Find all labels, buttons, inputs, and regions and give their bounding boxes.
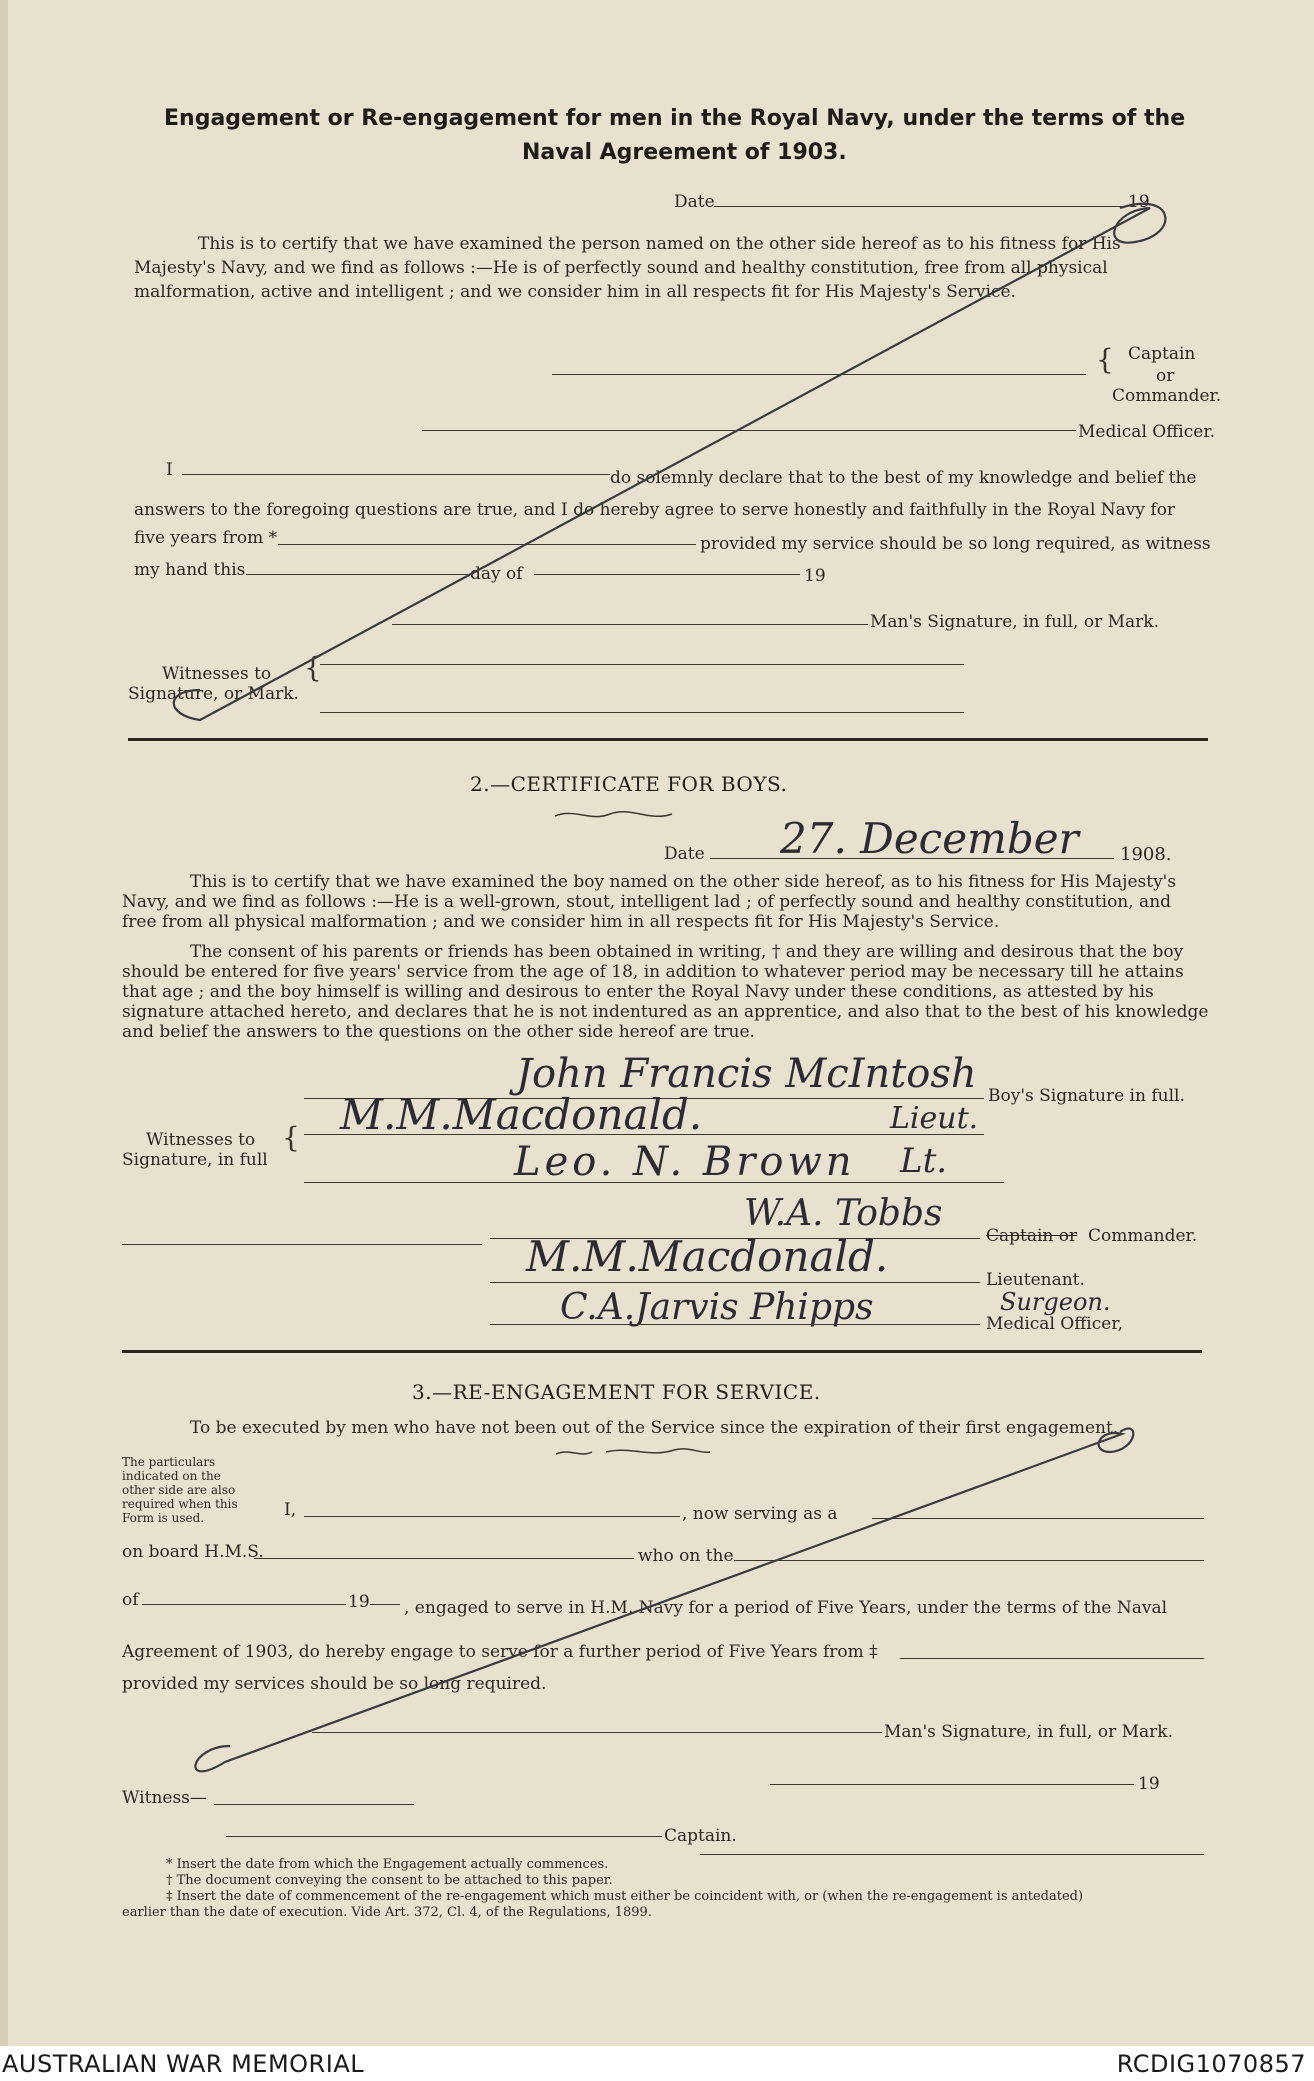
institution-label: AUSTRALIAN WAR MEMORIAL	[2, 2050, 365, 2078]
or-label: or	[1156, 366, 1175, 386]
section3-cancel-stroke	[195, 1428, 1133, 1771]
footnote-2: † The document conveying the consent to be attached to this paper.	[166, 1873, 613, 1888]
lieutenant-signature: M.M.Macdonald.	[526, 1232, 889, 1281]
year-19-label-3: 19	[348, 1592, 370, 1612]
five-years-from: five years from *	[134, 528, 278, 548]
certify-line-3: malformation, active and intelligent ; and we consider him in all respects fit for His Majesty's Service.	[134, 282, 1016, 302]
consent-line-1: The consent of his parents or friends has been obtained in writing, † and they are willing and desirous that the boy	[190, 942, 1184, 962]
declare-line-1: do solemnly declare that to the best of my knowledge and belief the	[610, 468, 1197, 488]
commander-label-2: Commander.	[1088, 1226, 1198, 1246]
captain-label: Captain	[1128, 344, 1196, 364]
section2-heading: 2.—CERTIFICATE FOR BOYS.	[470, 772, 788, 796]
medical-officer-signature: C.A.Jarvis Phipps	[560, 1287, 874, 1328]
medical-officer-label-2: Medical Officer,	[986, 1314, 1123, 1334]
consent-line-2: should be entered for five years' service from the age of 18, in addition to whatever period may be necessary till he attains	[122, 962, 1184, 982]
section1-cancel-stroke	[174, 204, 1166, 720]
year-19-label: 19	[804, 566, 826, 586]
medical-officer-label: Medical Officer.	[1078, 422, 1215, 442]
certify-line-2: Majesty's Navy, and we find as follows :—He is of perfectly sound and healthy constitution, free from all physical	[134, 258, 1108, 278]
witness-brace: {	[304, 651, 322, 684]
consent-line-3: that age ; and the boy himself is willing and desirous to enter the Royal Navy under these conditions, as attested by his	[122, 982, 1154, 1002]
provided-text-3: provided my services should be so long required.	[122, 1674, 547, 1694]
day-of-label: day of	[470, 564, 523, 584]
surgeon-handwritten: Surgeon.	[1000, 1288, 1111, 1316]
lieutenant-label: Lieutenant.	[986, 1270, 1085, 1290]
witness-brace-2: {	[282, 1121, 300, 1154]
witness2-signature: Leo. N. Brown	[514, 1139, 856, 1185]
footnote-1: * Insert the date from which the Engagement actually commences.	[166, 1857, 609, 1872]
who-on-the-text: who on the	[638, 1546, 734, 1566]
consent-line-5: and belief the answers to the questions on the other side hereof are true.	[122, 1022, 755, 1042]
witnesses-to-label: Witnesses to	[162, 664, 272, 684]
heading-ornament-3	[556, 1449, 710, 1454]
witness-label-3: Witness—	[122, 1788, 207, 1808]
year-handwritten: 1908.	[1120, 844, 1172, 865]
date-label: Date	[674, 192, 715, 212]
footnote-3: ‡ Insert the date of commencement of the re-engagement which must either be coincident with, or (when the re-engagement is antedated)	[166, 1889, 1084, 1904]
heading-ornament-2	[555, 812, 672, 817]
boys-signature-label: Boy's Signature in full.	[988, 1086, 1185, 1106]
my-hand-label: my hand this	[134, 560, 246, 580]
to-be-executed-text: To be executed by men who have not been out of the Service since the expiration of their first engagement.	[190, 1418, 1119, 1438]
on-board-label: on board H.M.S.	[122, 1542, 264, 1562]
boys-certify-line-1: This is to certify that we have examined the boy named on the other side hereof, as to his fitness for His Majesty's	[190, 872, 1177, 892]
year-19-label-3b: 19	[1138, 1774, 1160, 1794]
now-serving-text: , now serving as a	[682, 1504, 838, 1524]
captain-or-struck: Captain or	[986, 1226, 1078, 1246]
form-title-line1: Engagement or Re-engagement for men in the Royal Navy, under the terms of the	[164, 106, 1186, 131]
declare-line-2: answers to the foregoing questions are true, and I do hereby agree to serve honestly and faithfully in the Royal Navy for	[134, 500, 1176, 520]
note-line-5: Form is used.	[122, 1511, 205, 1525]
engaged-text: , engaged to serve in H.M. Navy for a period of Five Years, under the terms of the Naval	[404, 1598, 1168, 1618]
signature-in-full-label: Signature, in full	[122, 1150, 268, 1170]
witnesses-to-label-2: Witnesses to	[146, 1130, 256, 1150]
consent-line-4: signature attached hereto, and declares that he is not indentured as an apprentice, and also that to the best of his knowledge	[122, 1002, 1209, 1022]
boys-certify-line-2: Navy, and we find as follows :—He is a well-grown, stout, intelligent lad ; of perfectly sound and healthy constitution, and	[122, 892, 1172, 912]
footnote-4: earlier than the date of execution. Vide Art. 372, Cl. 4, of the Regulations, 1899.	[122, 1905, 652, 1920]
commander-signature: W.A. Tobbs	[744, 1193, 943, 1234]
witness2-rank: Lt.	[900, 1141, 948, 1181]
i-label: I	[166, 460, 173, 480]
certify-line-1: This is to certify that we have examined the person named on the other side hereof as to his fitness for His	[198, 234, 1121, 254]
section3-heading: 3.—RE-ENGAGEMENT FOR SERVICE.	[412, 1380, 821, 1404]
date-label-2: Date	[664, 844, 705, 864]
note-line-3: other side are also	[122, 1483, 236, 1497]
i-label-3: I,	[284, 1500, 297, 1520]
note-line-4: required when this	[122, 1497, 238, 1511]
archive-footer	[0, 2046, 1314, 2081]
signature-or-mark-label: Signature, or Mark.	[128, 684, 299, 704]
commander-label: Commander.	[1112, 386, 1222, 406]
brace: {	[1096, 343, 1114, 376]
witness1-signature: M.M.Macdonald.	[340, 1090, 703, 1139]
year-prefix: 19	[1128, 192, 1150, 212]
of-label: of	[122, 1590, 139, 1610]
boy-signature-handwritten: John Francis McIntosh	[516, 1051, 977, 1097]
captain-label-3: Captain.	[664, 1826, 737, 1846]
note-line-1: The particulars	[122, 1455, 216, 1469]
mans-signature-label: Man's Signature, in full, or Mark.	[870, 612, 1159, 632]
agreement-text: Agreement of 1903, do hereby engage to serve for a further period of Five Years from ‡	[122, 1642, 878, 1662]
record-id-label: RCDIG1070857	[1116, 2050, 1306, 2078]
date-handwritten: 27. December	[780, 814, 1079, 863]
provided-text: provided my service should be so long required, as witness	[700, 534, 1211, 554]
mans-signature-label-3: Man's Signature, in full, or Mark.	[884, 1722, 1173, 1742]
boys-certify-line-3: free from all physical malformation ; and we consider him in all respects fit for His Majesty's Service.	[122, 912, 1000, 932]
witness1-rank: Lieut.	[890, 1101, 979, 1136]
form-title-line2: Naval Agreement of 1903.	[522, 140, 847, 165]
note-line-2: indicated on the	[122, 1469, 221, 1483]
